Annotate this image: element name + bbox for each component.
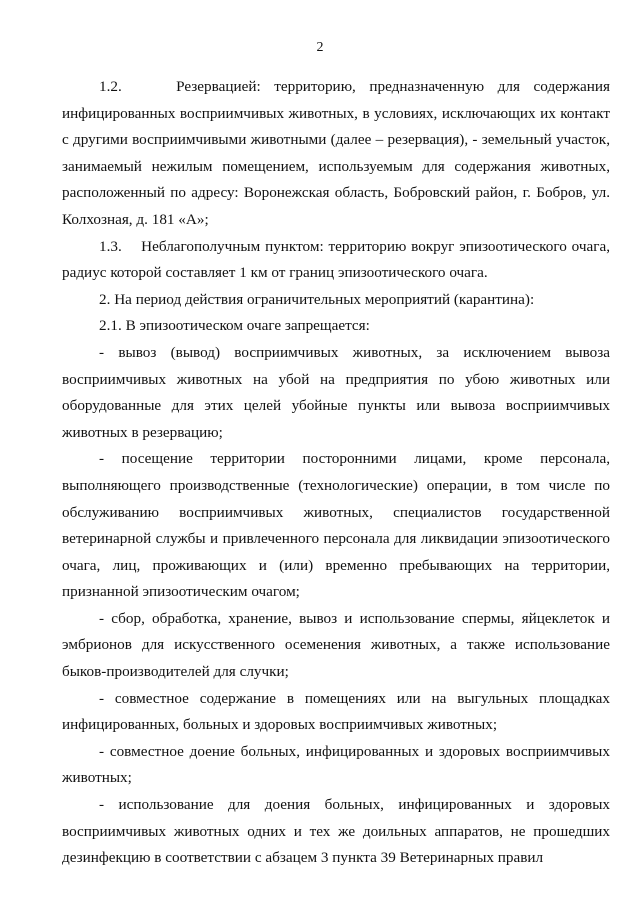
page-number: 2 [316, 40, 324, 55]
list-item-milking-equipment: - использование для доения больных, инфицированных и здоровых восприимчивых животных одних и тех же доильных аппаратов, не прошедших дезинфекцию в соответствии с абзацем 3 пункта 39 Ветеринарных правил [62, 796, 610, 867]
paragraph-1-3-affected-point: 1.3. Неблагополучным пунктом: территорию вокруг эпизоотического очага, радиус которой составляет 1 км от границ эпизоотического очага. [62, 237, 610, 282]
list-item-animal-removal: - вывоз (вывод) восприимчивых животных, за исключением вывоза восприимчивых животных на убой на предприятия по убою животных или оборудованные для этих целей убойные пункты или вывоза восприимчивых животных в резервацию; [62, 343, 610, 441]
paragraph-1-2-reservation: 1.2. Резервацией: территорию, предназначенную для содержания инфицированных восприимчивых животных, в условиях, исключающих их контакт с другими восприимчивыми животными (далее – резервация), - земельный участок, занимаемый нежилым помещением, используемым для содержания животных, расположенный по адресу: Воронежская область, Бобровский район, г. Бобров, ул. Колхозная, д. 181 «А»; [62, 78, 610, 228]
paragraph-2-1-prohibitions: 2.1. В эпизоотическом очаге запрещается: [99, 317, 370, 335]
paragraph-2-quarantine-period: 2. На период действия ограничительных мероприятий (карантина): [99, 290, 535, 308]
list-item-joint-keeping: - совместное содержание в помещениях или на выгульных площадках инфицированных, больных и здоровых восприимчивых животных; [62, 689, 610, 734]
list-item-visiting-territory: - посещение территории посторонними лицами, кроме персонала, выполняющего производственные (технологические) операции, в том числе по обслуживанию восприимчивых животных, специалистов государственной ветеринарной службы и привлеченного персонала для ликвидации эпизоотического очага, лиц, проживающих и (или) временно пребывающих на территории, признанной эпизоотическим очагом; [62, 450, 610, 601]
list-item-joint-milking: - совместное доение больных, инфицированных и здоровых восприимчивых животных; [62, 742, 610, 787]
list-item-sperm-collection: - сбор, обработка, хранение, вывоз и использование спермы, яйцеклеток и эмбрионов для искусственного осеменения животных, а также использование быков-производителей для случки; [62, 609, 610, 681]
document-body [62, 74, 610, 872]
